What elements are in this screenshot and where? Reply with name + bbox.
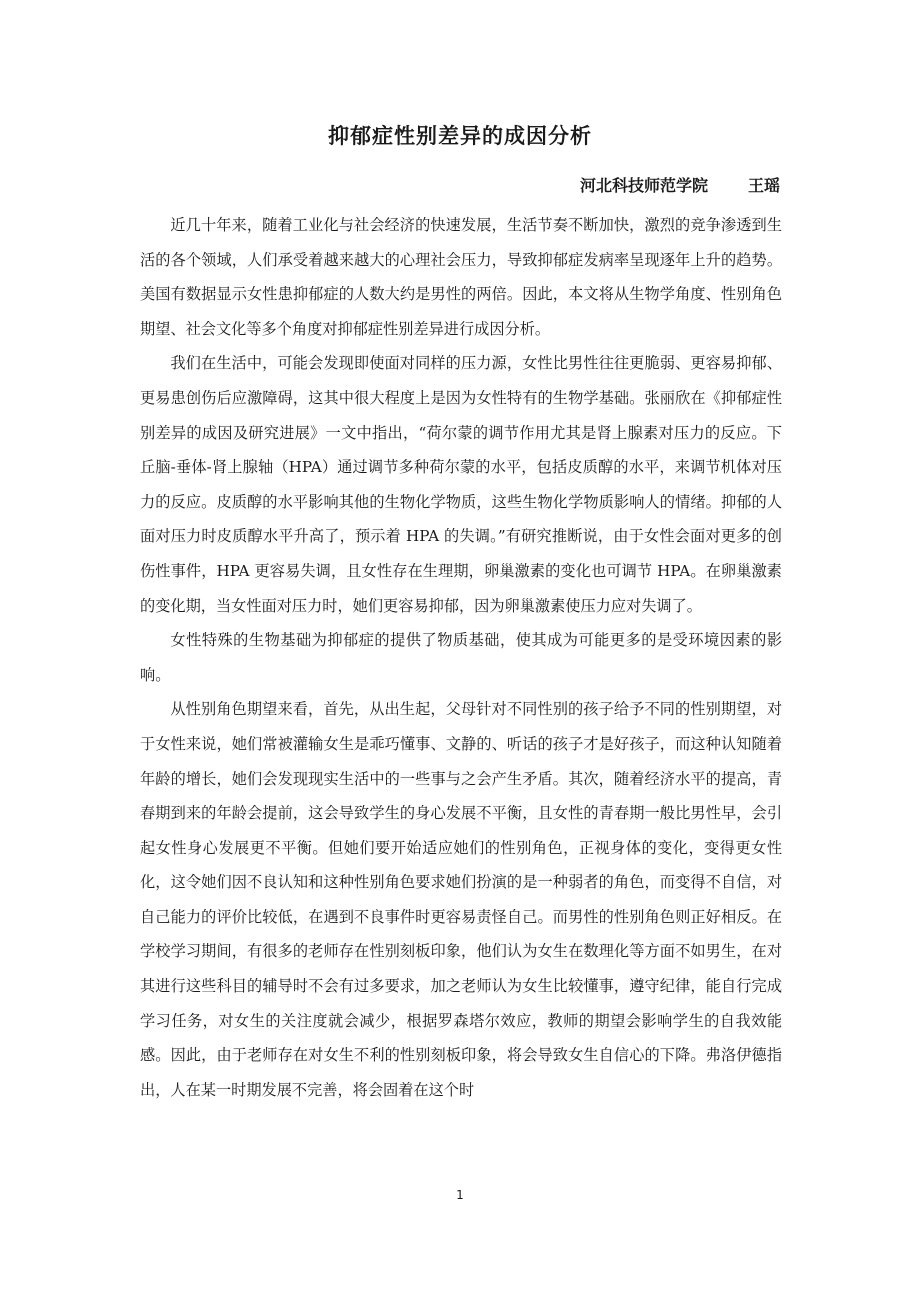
paragraph: 近几十年来，随着工业化与社会经济的快速发展，生活节奏不断加快，激烈的竞争渗透到生活的各个领域，人们承受着越来越大的心理社会压力，导致抑郁症发病率呈现逐年上升的趋势。美国有数据显示女性患抑郁症的人数大约是男性的两倍。因此，本文将从生物学角度、性别角色期望、社会文化等多个角度对抑郁症性别差异进行成因分析。 bbox=[140, 216, 782, 338]
paragraph: 我们在生活中，可能会发现即使面对同样的压力源，女性比男性往往更脆弱、更容易抑郁、更易患创伤后应激障碍，这其中很大程度上是因为女性特有的生物学基础。张丽欣在《抑郁症性别差异的成因及研究进展》一文中指出，“荷尔蒙的调节作用尤其是肾上腺素对压力的反应。下丘脑-垂体-肾上腺轴（HPA）通过调节多种荷尔蒙的水平，包括皮质醇的水平，来调节机体对压力的反应。皮质醇的水平影响其他的生物化学物质，这些生物化学物质影响人的情绪。抑郁的人面对压力时皮质醇水平升高了，预示着 HPA 的失调。”有研究推断说，由于女性会面对更多的创伤性事件，HPA 更容易失调，且女性存在生理期，卵巢激素的变化也可调节 HPA。在卵巢激素的变化期，当女性面对压力时，她们更容易抑郁，因为卵巢激素使压力应对失调了。 bbox=[140, 354, 782, 615]
paragraph: 从性别角色期望来看，首先，从出生起，父母针对不同性别的孩子给予不同的性别期望，对于女性来说，她们常被灌输女生是乖巧懂事、文静的、听话的孩子才是好孩子，而这种认知随着年龄的增长，她们会发现现实生活中的一些事与之会产生矛盾。其次，随着经济水平的提高，青春期到来的年龄会提前，这会导致学生的身心发展不平衡，且女性的青春期一般比男性早，会引起女性身心发展更不平衡。但她们要开始适应她们的性别角色，正视身体的变化，变得更女性化，这令她们因不良认知和这种性别角色要求她们扮演的是一种弱者的角色，而变得不自信，对自己能力的评价比较低，在遇到不良事件时更容易责怪自己。而男性的性别角色则正好相反。在学校学习期间，有很多的老师存在性别刻板印象，他们认为女生在数理化等方面不如男生，在对其进行这些科目的辅导时不会有过多要求，加之老师认为女生比较懂事，遵守纪律，能自行完成学习任务，对女生的关注度就会减少，根据罗森塔尔效应，教师的期望会影响学生的自我效能感。因此，由于老师存在对女生不利的性别刻板印象，将会导致女生自信心的下降。弗洛伊德指出，人在某一时期发展不完善，将会固着在这个时 bbox=[140, 700, 782, 1099]
document-body bbox=[140, 208, 782, 1107]
byline bbox=[580, 173, 780, 196]
author: 王瑶 bbox=[747, 176, 780, 195]
document-title: 抑郁症性别差异的成因分析 bbox=[328, 124, 592, 148]
paragraph: 女性特殊的生物基础为抑郁症的提供了物质基础，使其成为可能更多的是受环境因素的影响。 bbox=[140, 631, 782, 684]
page-number: 1 bbox=[456, 1188, 464, 1202]
institution: 河北科技师范学院 bbox=[579, 176, 708, 195]
